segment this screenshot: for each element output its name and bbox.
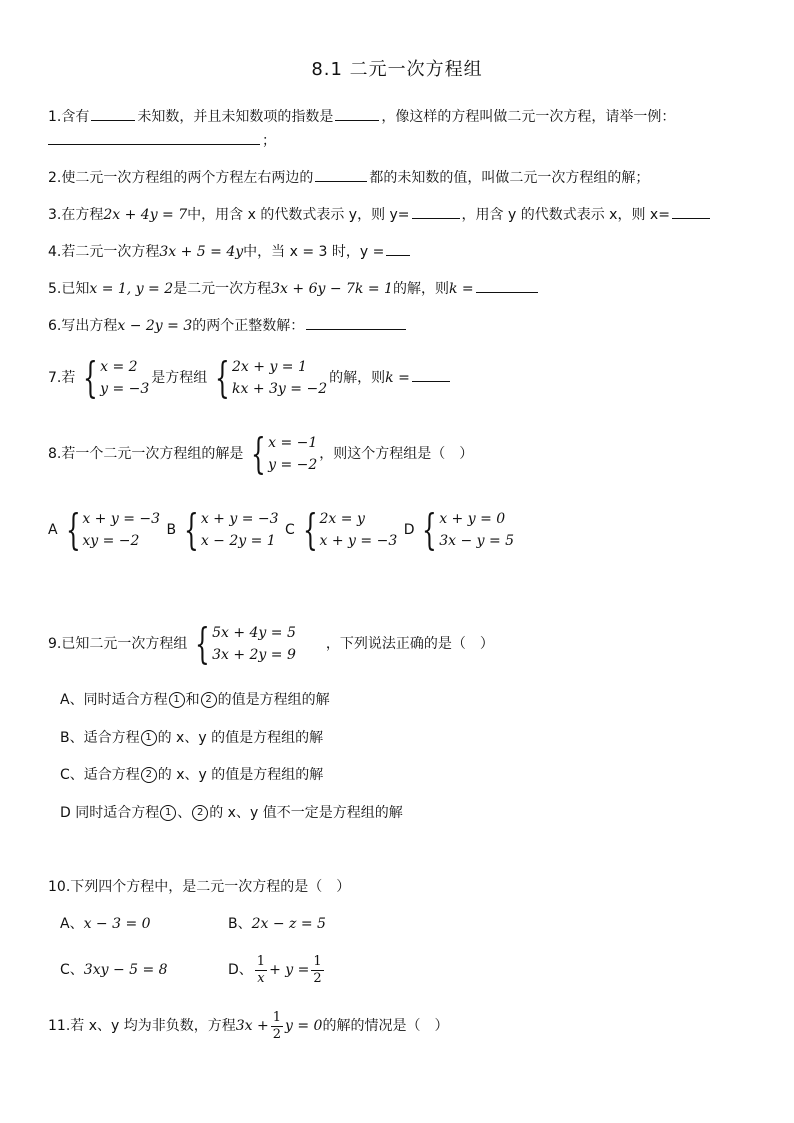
question-1: 1.含有 未知数，并且未知数项的指数是 ，像这样的方程叫做二元一次方程，请举一例： (48, 106, 675, 127)
answer-blank[interactable] (315, 167, 367, 182)
question-8-options (48, 505, 516, 554)
answer-blank[interactable] (672, 204, 710, 219)
option-a[interactable]: A { x + y = −3 xy = −2 (48, 505, 161, 554)
answer-blank[interactable] (48, 130, 260, 145)
circled-number-icon: 2 (201, 692, 217, 708)
question-10: 10.下列四个方程中，是二元一次方程的是（ ） (48, 879, 351, 895)
circled-number-icon: 1 (160, 805, 176, 821)
question-4: 4.若二元一次方程3x + 5 = 4y中，当 x = 3 时，y = (48, 241, 412, 262)
answer-blank[interactable] (386, 241, 410, 256)
question-7: 7.若 { x = 2 y = −3 是方程组 { 2x + y = 1 kx + 3y = −2 的解，则k = (48, 356, 452, 400)
answer-blank[interactable] (412, 204, 460, 219)
answer-blank[interactable] (412, 367, 450, 382)
question-6: 6.写出方程x − 2y = 3的两个正整数解： (48, 315, 408, 336)
option-b[interactable]: B { x + y = −3 x − 2y = 1 (166, 505, 279, 554)
equation-system: { x = −1 y = −2 (251, 429, 318, 478)
option-d[interactable]: D { x + y = 0 3x − y = 5 (403, 505, 515, 554)
question-11: 11.若 x、y 均为非负数，方程3x + $\frac{1}{2}$ y = 0的解的情况是（ ） (48, 1009, 449, 1042)
equation: 2x + 4y = 7 (103, 207, 188, 223)
answer-blank[interactable] (476, 278, 538, 293)
option-c[interactable]: C、3xy − 5 = 8 (60, 962, 168, 978)
option-a[interactable]: A、x − 3 = 0 (60, 916, 151, 932)
question-8: 8.若一个二元一次方程组的解是 { x = −1 y = −2 ，则这个方程组是（ ） (48, 429, 474, 478)
option-a[interactable]: A、同时适合方程 1 和 2 的值是方程组的解 (60, 692, 330, 708)
fraction: $\frac{1}{x}$ (256, 953, 266, 986)
answer-blank[interactable] (306, 315, 406, 330)
question-1-line-2: ； (48, 130, 276, 151)
equation: x − 2y = 3 (117, 318, 193, 334)
equation: x = 1, y = 2 (89, 281, 174, 297)
option-d[interactable]: D 同时适合方程 1 、 2 的 x、y 值不一定是方程组的解 (60, 805, 403, 821)
question-3: 3.在方程2x + 4y = 7中，用含 x 的代数式表示 y，则 y= ，用含 y 的代数式表示 x，则 x= (48, 204, 712, 225)
equation-system: { x = 2 y = −3 (83, 353, 150, 402)
equation: 3x + 5 = 4y (159, 244, 244, 260)
answer-blank[interactable] (91, 106, 135, 121)
circled-number-icon: 2 (141, 767, 157, 783)
question-2: 2.使二元一次方程组的两个方程左右两边的 都的未知数的值，叫做二元一次方程组的解； (48, 167, 649, 188)
circled-number-icon: 1 (169, 692, 185, 708)
circled-number-icon: 2 (192, 805, 208, 821)
question-5: 5.已知x = 1, y = 2是二元一次方程3x + 6y − 7k = 1的解，则k = (48, 278, 540, 299)
page-title: 8.1 二元一次方程组 (311, 59, 483, 80)
option-b[interactable]: B、适合方程 1 的 x、y 的值是方程组的解 (60, 730, 324, 746)
equation-system: { 5x + 4y = 5 3x + 2y = 9 (195, 619, 296, 668)
equation-system: { 2x + y = 1 kx + 3y = −2 (215, 353, 328, 402)
option-c[interactable]: C、适合方程 2 的 x、y 的值是方程组的解 (60, 767, 324, 783)
fraction: $\frac{1}{2}$ (313, 953, 322, 986)
option-c[interactable]: C { 2x = y x + y = −3 (285, 505, 398, 554)
option-b[interactable]: B、2x − z = 5 (228, 916, 326, 932)
option-d[interactable]: D、 $\frac{1}{x}$ + y = $\frac{1}{2}$ (228, 953, 322, 986)
circled-number-icon: 1 (141, 730, 157, 746)
equation: 3x + 6y − 7k = 1 (271, 281, 393, 297)
question-9: 9.已知二元一次方程组 { 5x + 4y = 5 3x + 2y = 9 ，下列说法正确的是（ ） (48, 619, 494, 668)
answer-blank[interactable] (335, 106, 379, 121)
fraction: $\frac{1}{2}$ (272, 1009, 282, 1042)
